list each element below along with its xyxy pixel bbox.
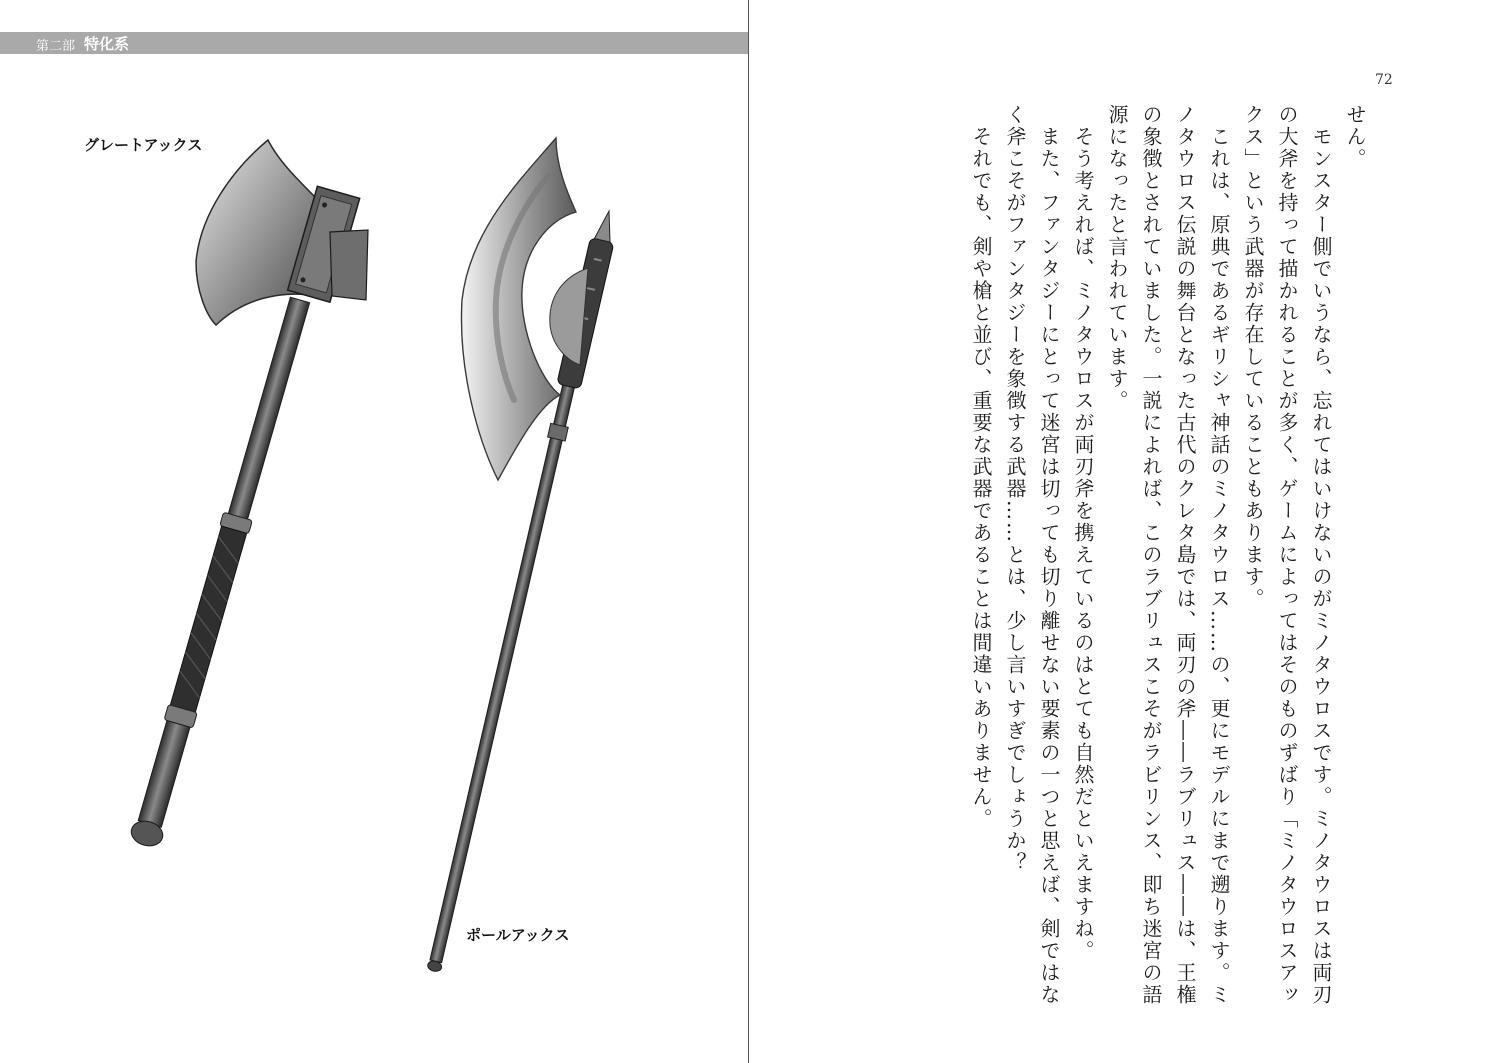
text-column: そう考えれば、ミノタウロスが両刃斧を携えているのはとても自然だといえますね。	[1071, 104, 1095, 962]
page-number: 72	[1375, 72, 1393, 88]
text-column: ノタウロス伝説の舞台となった古代のクレタ島では、両刃の斧――ラブリュス――は、王権	[1173, 104, 1197, 1006]
vertical-text-block	[969, 104, 1369, 1006]
text-column: モンスター側でいうなら、忘れてはいけないのがミノタウロスです。ミノタウロスは両刃	[1309, 104, 1333, 1006]
text-column: 源になったと言われています。	[1105, 104, 1129, 412]
text-column: の大斧を持って描かれることが多く、ゲームによってはそのものずばり「ミノタウロスアッ	[1275, 104, 1299, 1006]
text-column: せん。	[1343, 104, 1367, 170]
left-page	[0, 0, 748, 1063]
text-column: これは、原典であるギリシャ神話のミノタウロス……の、更にモデルにまで遡ります。ミ	[1207, 104, 1231, 1006]
right-page	[749, 0, 1500, 1063]
great-axe-illustration	[128, 140, 368, 849]
label-great-axe: グレートアックス	[84, 136, 203, 154]
pole-axe-illustration	[422, 138, 621, 974]
section-title: 特化系	[84, 35, 130, 53]
text-column: クス」という武器が存在していることもあります。	[1241, 104, 1265, 610]
text-column: の象徴とされていました。一説によれば、このラブリュスこそがラビリンス、即ち迷宮の語	[1139, 104, 1163, 1006]
text-column: それでも、剣や槍と並び、重要な武器であることは間違いありません。	[969, 104, 993, 830]
section-part: 第二部	[36, 39, 76, 54]
label-pole-axe: ポールアックス	[466, 926, 570, 944]
text-column: また、ファンタジーにとって迷宮は切っても切り離せない要素の一つと思えば、剣ではな	[1037, 104, 1061, 1006]
text-column: く斧こそがファンタジーを象徴する武器……とは、少し言いすぎでしょうか？	[1003, 104, 1027, 874]
weapons-illustration	[0, 0, 748, 1063]
